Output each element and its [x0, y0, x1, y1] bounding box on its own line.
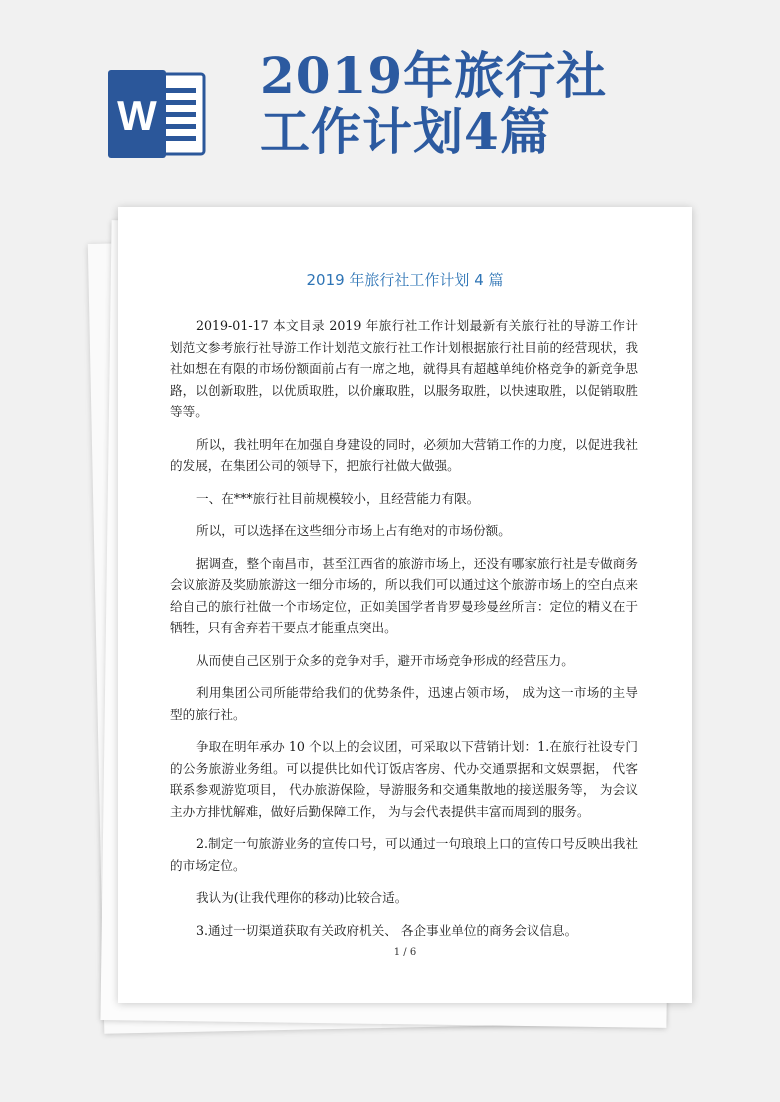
document-title: 2019 年旅行社工作计划 4 篇 [306, 271, 504, 289]
document-page [118, 207, 692, 1003]
paragraph: 争取在明年承办 10 个以上的会议团，可采取以下营销计划：1.在旅行社设专门的公务旅游业务组。可以提供比如代订饭店客房、代办交通票据和文娱票据， 代客联系参观游览项目， 代办旅游保险，导游服务和交通集散地的接送服务等， 为会议主办方排忧解难，做好后勤保障工作， 为与会代表提供丰富而周到的服务。 [170, 739, 638, 819]
word-document-icon [108, 70, 206, 158]
paragraph: 所以，我社明年在加强自身建设的同时，必须加大营销工作的力度，以促进我社的发展，在集团公司的领导下，把旅行社做大做强。 [170, 436, 638, 473]
paragraph: 从而使自己区别于众多的竞争对手，避开市场竞争形成的经营压力。 [196, 652, 574, 668]
page-title [260, 48, 720, 160]
document-body [170, 315, 638, 952]
page-number: 1 / 6 [393, 947, 417, 958]
page-title-line1: 2019年旅行社 [260, 46, 608, 105]
paragraph: 我认为(让我代理你的移动)比较合适。 [196, 890, 408, 905]
svg-text:W: W [117, 92, 157, 139]
paragraph: 所以，可以选择在这些细分市场上占有绝对的市场份额。 [196, 523, 511, 538]
paragraph: 2019-01-17 本文目录 2019 年旅行社工作计划最新有关旅行社的导游工作计划范文参考旅行社导游工作计划范文旅行社工作计划根据旅行社目前的经营现状，我社如想在有限的市场份额面前占有一席之地，就得具有超越单纯价格竞争的新竞争思路，以创新取胜，以优质取胜，以价廉取胜，以服务取胜，以快速取胜，以促销取胜等等。 [170, 318, 638, 419]
paragraph: 据调查，整个南昌市，甚至江西省的旅游市场上，还没有哪家旅行社是专做商务会议旅游及奖励旅游这一细分市场的，所以我们可以通过这个旅游市场上的空白点来给自己的旅行社做一个市场定位，正如美国学者肯罗曼珍曼丝所言：定位的精义在于牺牲，只有舍弃若干要点才能重点突出。 [170, 555, 638, 635]
paragraph: 利用集团公司所能带给我们的优势条件，迅速占领市场， 成为这一市场的主导型的旅行社。 [170, 685, 638, 722]
page-title-line2: 工作计划4篇 [260, 102, 551, 161]
paragraph: 2.制定一句旅游业务的宣传口号，可以通过一句琅琅上口的宣传口号反映出我社的市场定位。 [170, 836, 638, 873]
paragraph: 一、在***旅行社目前规模较小，且经营能力有限。 [196, 490, 480, 506]
paragraph: 3.通过一切渠道获取有关政府机关、 各企事业单位的商务会议信息。 [196, 922, 578, 938]
